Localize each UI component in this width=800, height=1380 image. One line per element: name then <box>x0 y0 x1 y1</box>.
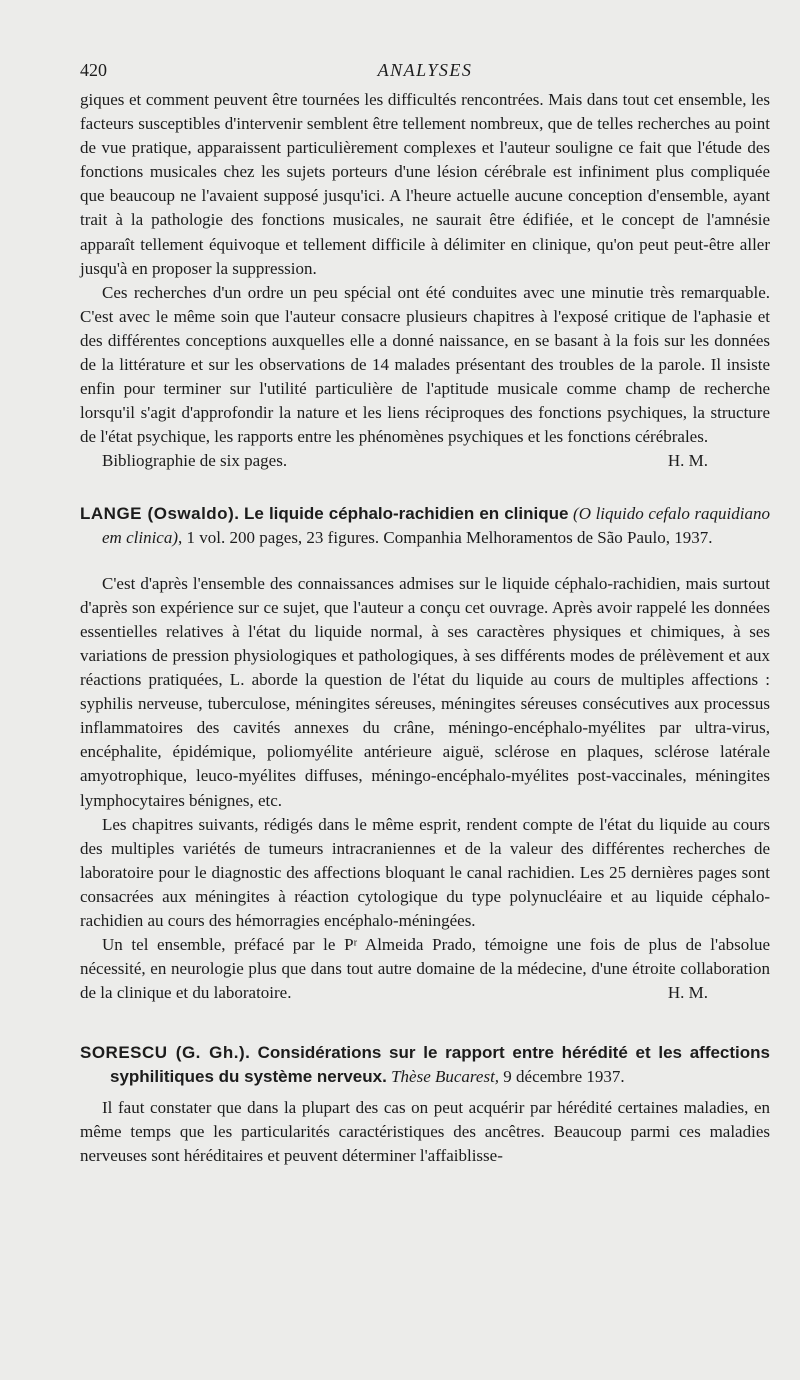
reviewer-signature: H. M. <box>667 983 708 1003</box>
review-heading <box>80 502 770 550</box>
reviewer-signature: H. M. <box>667 451 708 471</box>
review-title: Le liquide céphalo-rachidien en clinique <box>244 503 569 523</box>
page-number: 420 <box>80 60 107 80</box>
review-lange <box>80 502 770 1006</box>
review-author: LANGE (Oswaldo). <box>80 503 240 523</box>
review-publication: , 1 vol. 200 pages, 23 figures. Companhia Melhoramentos de São Paulo, 1937. <box>178 527 713 547</box>
review-continued <box>80 88 770 474</box>
review-paragraph: giques et comment peuvent être tournées les difficultés rencontrées. Mais dans tout cet ensemble, les facteurs susceptibles d'intervenir semblent être tellement nombreux, que de telles recherches au point de vue pratique, apparaissent particulièrement complexes et l'auteur souligne ce fait que l'étude des fonctions musicales chez les sujets porteurs d'une lésion cérébrale est infiniment plus compliquée que beaucoup ne l'avaient supposé jusqu'ici. A l'heure actuelle aucune conception d'ensemble, ayant trait à la pathologie des fonctions musicales, ne saurait être édifiée, et le concept de l'amnésie apparaît tellement équivoque et tellement difficile à délimiter en clinique, qu'on peut peut-être aller jusqu'à en proposer la suppression. <box>80 90 770 278</box>
review-footer <box>80 449 770 473</box>
page-content <box>80 88 770 1168</box>
review-author: SORESCU (G. Gh.). <box>80 1043 251 1063</box>
page-header <box>80 60 770 86</box>
review-title: Considérations sur le rapport entre hérédité et les affections syphilitiques du système nerveux. <box>110 1043 770 1087</box>
review-paragraph: Un tel ensemble, préfacé par le Pʳ Almeida Prado, témoigne une fois de plus de l'absolue nécessité, en neurologie plus que dans tout autre domaine de la médecine, d'une étroite collaboration de la clinique et du laboratoire. <box>80 935 770 1003</box>
review-original-title: (O liquido cefalo raquidiano em clinica) <box>102 503 771 547</box>
review-thesis: Thèse Bucarest, <box>391 1067 500 1087</box>
review-paragraph: Il faut constater que dans la plupart des cas on peut acquérir par hérédité certaines maladies, en même temps que les particularités caractéristiques des ancêtres. Beaucoup parmi ces maladies nerveuses sont héréditaires et peuvent déterminer l'affaiblisse- <box>80 1097 770 1165</box>
review-date: 9 décembre 1937. <box>503 1067 625 1087</box>
review-paragraph: Les chapitres suivants, rédigés dans le même esprit, rendent compte de l'état du liquide au cours des multiples variétés de tumeurs intracraniennes et de la valeur des différentes recherches de laboratoire pour le diagnostic des affections bloquant le canal rachidien. Les 25 dernières pages sont consacrées aux méningites à réaction cytologique du type polynucléaire et au liquide céphalo-rachidien au cours des hémorragies encéphalo-méningées. <box>80 814 770 930</box>
review-sorescu <box>80 1041 770 1167</box>
running-title: ANALYSES <box>377 60 473 80</box>
bibliography-note: Bibliographie de six pages. <box>102 451 288 471</box>
review-paragraph: Ces recherches d'un ordre un peu spécial ont été conduites avec une minutie très remarquable. C'est avec le même soin que l'auteur consacre plusieurs chapitres à l'exposé critique de l'aphasie et des différentes conceptions auxquelles elle a donné naissance, en se basant à la fois sur les données de la littérature et sur les observations de 14 malades présentant des troubles de la parole. Il insiste enfin pour terminer sur l'utilité particulière de l'aptitude musicale comme champ de recherche lorsqu'il s'agit d'approfondir la nature et les liens réciproques des fonctions psychiques, la structure de l'état psychique, les rapports entre les phénomènes psychiques et les fonctions cérébrales. <box>80 282 770 447</box>
review-paragraph: C'est d'après l'ensemble des connaissances admises sur le liquide céphalo-rachidien, mais surtout d'après son expérience sur ce sujet, que l'auteur a conçu cet ouvrage. Après avoir rappelé les données essentielles relatives à l'état du liquide normal, à ses caractères physiques et chimiques, à ses variations de pression physiologiques et pathologiques, à ses différents modes de prélèvement et aux réactions pratiquées, L. aborde la question de l'état du liquide au cours de multiples affections : syphilis nerveuse, tuberculose, méningites séreuses, méningites séreuses consécutives aux processus inflammatoires des cavités annexes du crâne, méningo-encéphalo-myélites par ultra-virus, encéphalite, épidémique, poliomyélite antérieure aiguë, sclérose en plaques, sclérose latérale amyotrophique, leuco-myélites diffuses, méningo-encéphalo-myélites post-vaccinales, méningites lymphocytaires bénignes, etc. <box>80 573 770 810</box>
review-footer <box>80 933 770 1005</box>
review-heading <box>80 1041 770 1089</box>
